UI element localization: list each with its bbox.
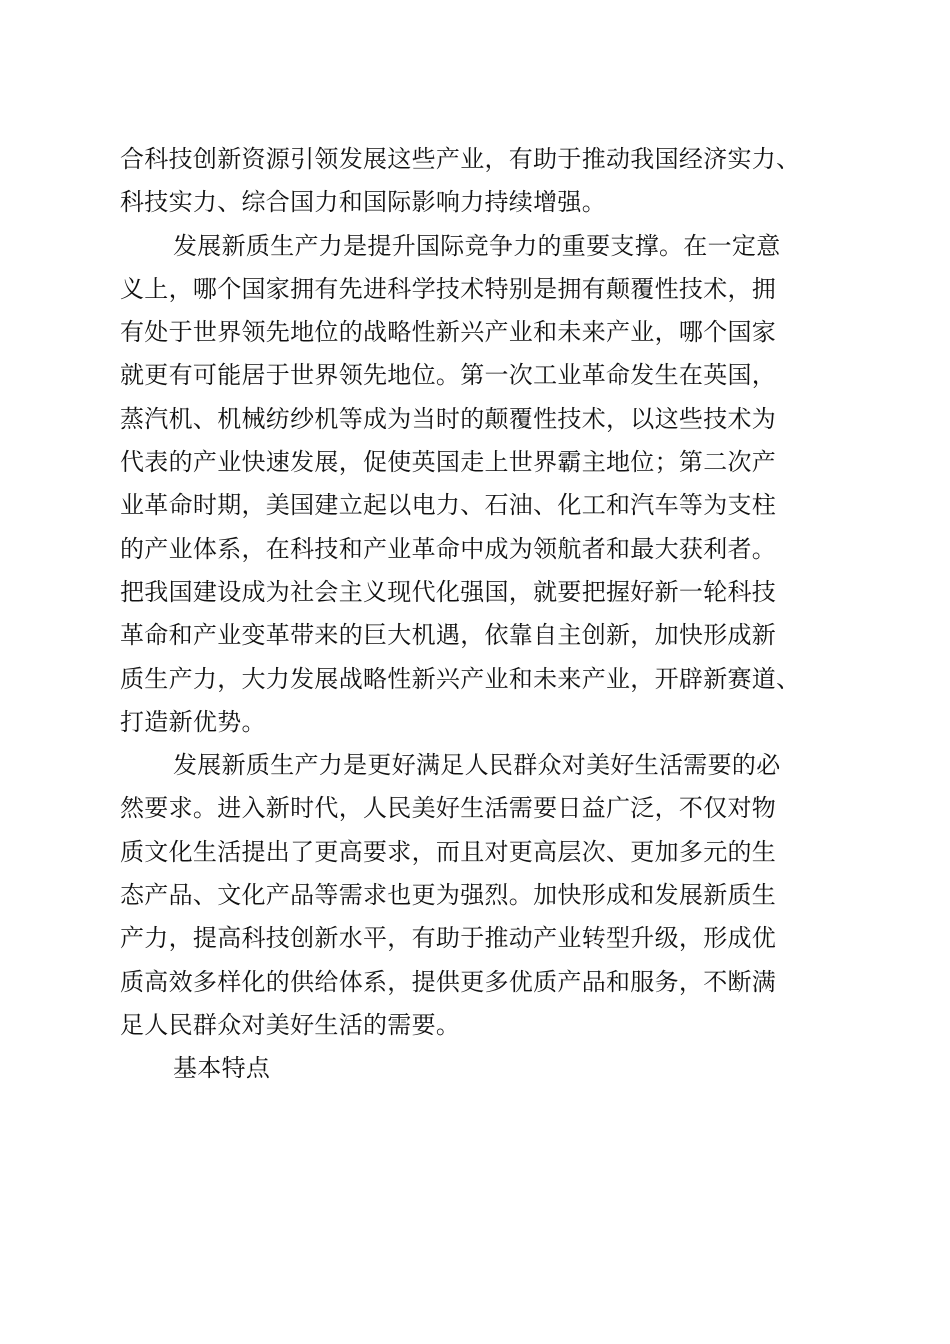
paragraph-line: 质高效多样化的供给体系，提供更多优质产品和服务，不断满 xyxy=(120,967,777,996)
paragraph-line: 合科技创新资源引领发展这些产业，有助于推动我国经济实力、 xyxy=(120,145,801,173)
paragraph-line: 足人民群众对美好生活的需要。 xyxy=(120,1010,461,1039)
paragraph-line: 发展新质生产力是提升国际竞争力的重要支撑。在一定意 xyxy=(173,231,781,260)
paragraph-line: 然要求。进入新时代，人民美好生活需要日益广泛，不仅对物 xyxy=(120,794,777,823)
paragraph-3 xyxy=(120,744,832,1047)
paragraph-line: 代表的产业快速发展，促使英国走上世界霸主地位；第二次产 xyxy=(120,448,777,477)
paragraph-line: 科技实力、综合国力和国际影响力持续增强。 xyxy=(120,188,606,217)
paragraph-line: 革命和产业变革带来的巨大机遇，依靠自主创新，加快形成新 xyxy=(120,621,777,650)
paragraph-line: 把我国建设成为社会主义现代化强国，就要把握好新一轮科技 xyxy=(120,577,777,606)
paragraph-line: 有处于世界领先地位的战略性新兴产业和未来产业，哪个国家 xyxy=(120,318,777,347)
paragraph-line: 产力，提高科技创新水平，有助于推动产业转型升级，形成优 xyxy=(120,924,777,953)
paragraph-line: 态产品、文化产品等需求也更为强烈。加快形成和发展新质生 xyxy=(120,881,777,910)
paragraph-line: 发展新质生产力是更好满足人民群众对美好生活需要的必 xyxy=(173,751,781,780)
paragraph-line: 质文化生活提出了更高要求，而且对更高层次、更加多元的生 xyxy=(120,837,777,866)
paragraph-1 xyxy=(120,138,832,225)
paragraph-2 xyxy=(120,225,832,745)
paragraph-line: 就更有可能居于世界领先地位。第一次工业革命发生在英国， xyxy=(120,361,777,390)
document-body xyxy=(120,138,832,1091)
paragraph-line: 义上，哪个国家拥有先进科学技术特别是拥有颠覆性技术，拥 xyxy=(120,274,777,303)
paragraph-line: 蒸汽机、机械纺纱机等成为当时的颠覆性技术，以这些技术为 xyxy=(120,404,777,433)
paragraph-line: 业革命时期，美国建立起以电力、石油、化工和汽车等为支柱 xyxy=(120,491,777,520)
paragraph-line: 打造新优势。 xyxy=(120,707,266,736)
paragraph-line: 的产业体系，在科技和产业革命中成为领航者和最大获利者。 xyxy=(120,534,777,563)
paragraph-line: 质生产力，大力发展战略性新兴产业和未来产业，开辟新赛道、 xyxy=(120,664,801,693)
section-heading: 基本特点 xyxy=(173,1054,271,1083)
